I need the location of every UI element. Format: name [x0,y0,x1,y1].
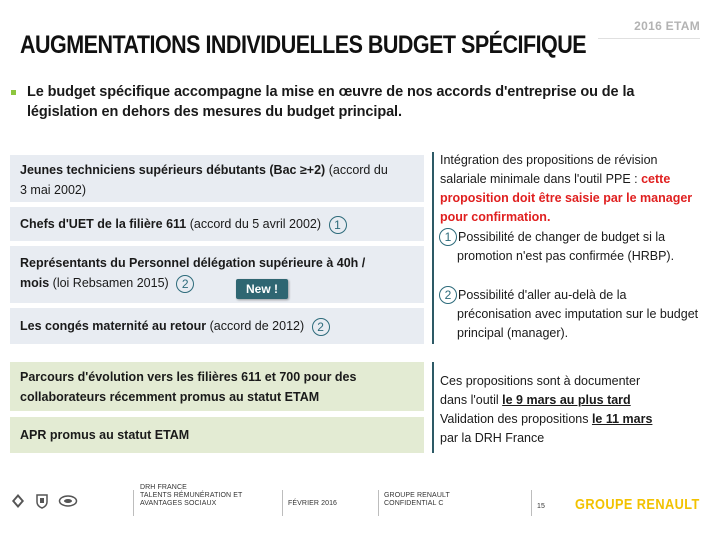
left-item-1 [10,155,424,202]
right-top-line1: Intégration des propositions de révision [440,153,658,167]
footer-divider [282,490,283,516]
footer-divider [133,490,134,516]
header-tag-underline [598,38,700,39]
right-top-line3: proposition doit être saisie par le manager [440,191,693,205]
bullet-square-icon [11,90,16,95]
marker-2-icon: 2 [312,318,330,336]
footer-divider [531,490,532,516]
right-bottom-divider [432,362,434,453]
footer-department [140,484,242,508]
right-point-2-line1: Possibilité d'aller au-delà de la [458,288,627,302]
right-bottom-line1: Ces propositions sont à documenter [440,374,641,388]
footer-divider [378,490,379,516]
right-bottom-line2a: dans l'outil [440,393,503,407]
left-item-4-bold: Les congés maternité au retour [20,319,207,333]
groupe-renault-logo: GROUPE RENAULT [575,496,700,513]
right-top-line4: pour confirmation. [440,210,551,224]
marker-2-icon: 2 [439,286,457,304]
footer-date: FÉVRIER 2016 [288,500,338,507]
footer-confidential [384,492,450,508]
footer-dept-line2: TALENTS RÉMUNÉRATION ET [140,492,243,499]
right-point-1-line1: Possibilité de changer de budget si la [458,230,666,244]
right-top-line2b: cette [641,172,671,186]
samsung-oval-icon [58,493,78,509]
left-item-3-rest: (loi Rebsamen 2015) [49,276,169,290]
right-point-2 [439,286,720,343]
footer-dept-line3: AVANTAGES SOCIAUX [140,500,217,507]
right-bottom-line3a: Validation des propositions [440,412,592,426]
left-item-1-rest2: 3 mai 2002) [20,183,87,197]
left-green-1-line1: Parcours d'évolution vers les filières 611 et 700 pour des [20,370,357,384]
page-title: AUGMENTATIONS INDIVIDUELLES BUDGET SPÉCIFIQUE [20,31,587,59]
left-item-3-bold2: mois [20,276,50,290]
marker-1-icon: 1 [329,216,347,234]
right-point-2-line2: préconisation avec imputation sur le budget [457,307,699,321]
left-green-item-1 [10,362,424,411]
marker-1-icon: 1 [439,228,457,246]
footer-brand-icons [10,493,78,509]
left-item-3 [10,246,424,303]
left-item-2 [10,207,424,241]
page-number: 15 [537,503,545,510]
left-green-1-line2: collaborateurs récemment promus au statut ETAM [20,390,320,404]
left-item-2-rest: (accord du 5 avril 2002) [186,217,322,231]
left-item-1-bold: Jeunes techniciens supérieurs débutants (Bac ≥+2) [20,163,326,177]
right-point-2-line3: principal (manager). [457,326,569,340]
intro-text [27,82,717,122]
left-green-2-line1: APR promus au statut ETAM [20,428,190,442]
footer-conf-line1: GROUPE RENAULT [384,492,450,499]
left-item-3-bold1: Représentants du Personnel délégation supérieure à 40h / [20,256,366,270]
left-item-4 [10,308,424,344]
new-badge: New ! [236,279,288,299]
left-item-1-rest: (accord du [325,163,388,177]
right-bottom-line4: par la DRH France [440,431,545,445]
dacia-shield-icon [34,493,50,509]
right-point-1-line2: promotion n'est pas confirmée (HRBP). [457,249,675,263]
right-point-1 [439,228,719,266]
marker-2-icon: 2 [176,275,194,293]
right-top-line2a: salariale minimale dans l'outil PPE : [440,172,642,186]
footer-dept-line1: DRH FRANCE [140,484,187,491]
left-green-item-2 [10,417,424,453]
intro-line-2: législation en dehors des mesures du budget principal. [27,104,402,120]
right-top-divider [432,152,434,344]
right-bottom-line3b: le 11 mars [591,412,653,426]
left-item-2-bold: Chefs d'UET de la filière 611 [20,217,187,231]
right-top-block [440,151,720,227]
right-bottom-block [440,372,720,448]
intro-line-1: Le budget spécifique accompagne la mise en œuvre de nos accords d'entreprise ou de la [27,84,635,100]
footer-conf-line2: CONFIDENTIAL C [384,500,444,507]
renault-diamond-icon [10,493,26,509]
header-tag: 2016 ETAM [634,19,700,33]
left-item-4-rest: (accord de 2012) [206,319,305,333]
right-bottom-line2b: le 9 mars au plus tard [502,393,631,407]
